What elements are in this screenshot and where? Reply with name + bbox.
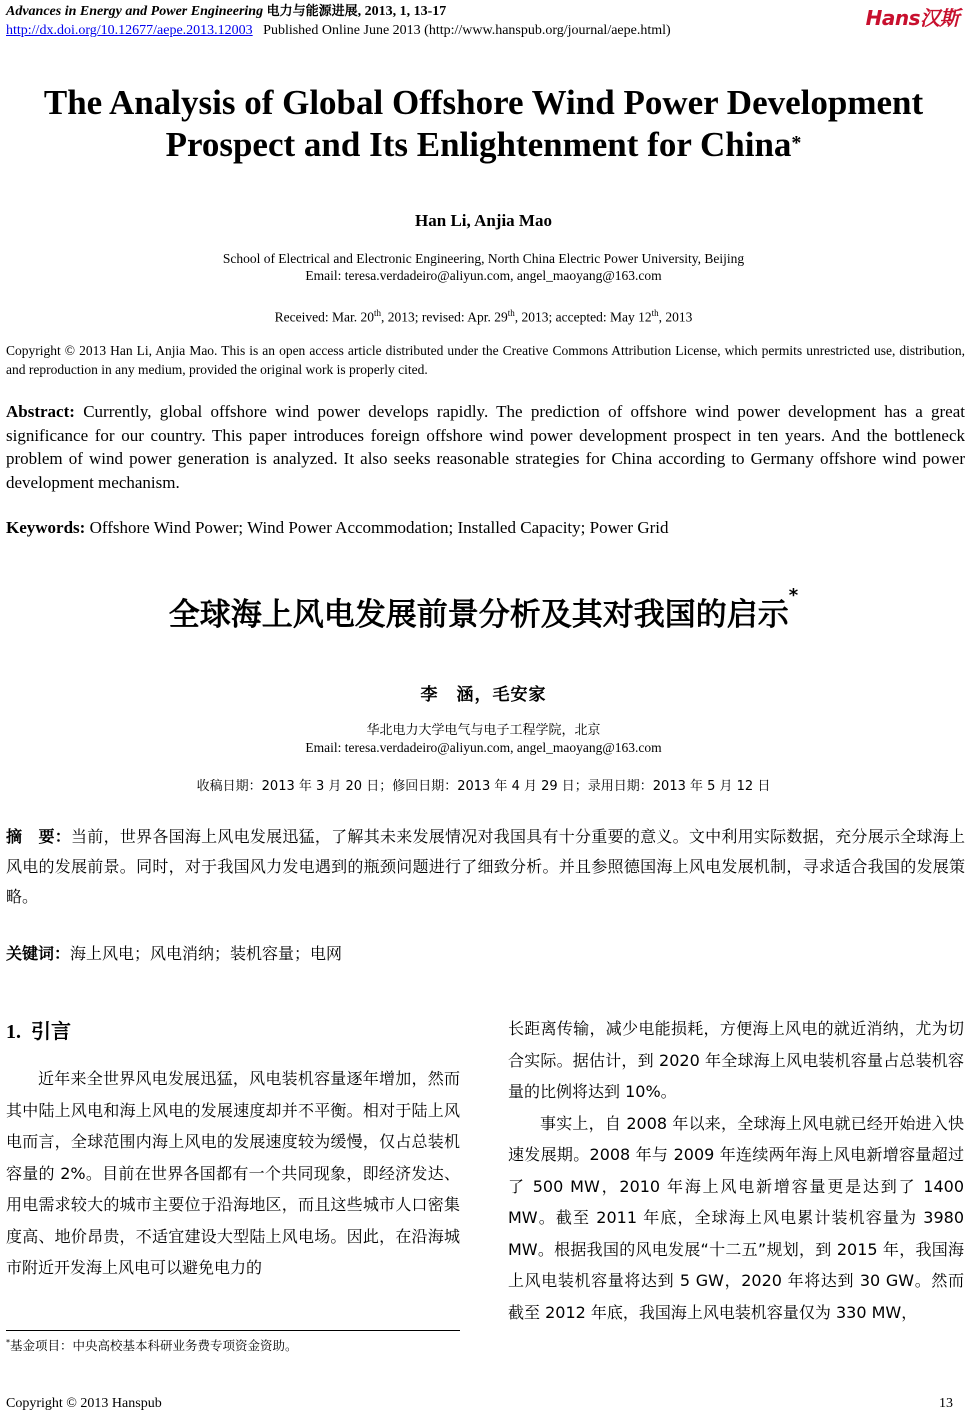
title-cn-footnote-mark: * [788, 585, 799, 606]
affiliation-en-text: School of Electrical and Electronic Engineering, North China Electric Power University, Beijing [222, 251, 745, 266]
abstract-label: Abstract: [6, 402, 75, 421]
published-online: Published Online June 2013 (http://www.hanspub.org/journal/aepe.html) [263, 23, 671, 38]
footer-copyright: Copyright © 2013 Hanspub [6, 1396, 162, 1411]
ordinal-suffix: th [651, 308, 659, 318]
received-date: Received: Mar. 20 [274, 309, 374, 325]
abstract-en [6, 400, 965, 494]
keywords-label: Keywords: [6, 518, 86, 537]
section-title: 引言 [31, 1019, 71, 1043]
ordinal-suffix: th [373, 308, 381, 318]
section-number: 1. [6, 1021, 21, 1043]
body-column-right [508, 1013, 964, 1328]
abstract-cn-text: 当前，世界各国海上风电发展迅猛，了解其未来发展情况对我国具有十分重要的意义。文中利用实际数据，充分展示全球海上风电的发展前景。同时，对于我国风力发电遇到的瓶颈问题进行了细致分析。并且参照德国海上风电发展机制，寻求适合我国的发展策略。 [6, 827, 965, 906]
title-en-text: The Analysis of Global Offshore Wind Power Development Prospect and Its Enlightenment for China [43, 83, 924, 164]
keywords-cn [6, 939, 965, 969]
authors-cn: 李 涵，毛安家 [420, 685, 547, 705]
body-paragraph: 近年来全世界风电发展迅猛，风电装机容量逐年增加，然而其中陆上风电和海上风电的发展速度却并不平衡。相对于陆上风电而言，全球范围内海上风电的发展速度较为缓慢，仅占总装机容量的 2%。目前在世界各国都有一个共同现象，即经济发达、用电需求较大的城市主要位于沿海地区，而且这些城市人口密集度高、地价昂贵，不适宜建设大型陆上风电场。因此，在沿海城市附近开发海上风电可以避免电力的 [6, 1069, 460, 1277]
title-cn-text: 全球海上风电发展前景分析及其对我国的启示 [168, 597, 789, 633]
revised-date: , 2013; revised: Apr. 29 [381, 309, 508, 325]
authors-en: Han Li, Anjia Mao [415, 211, 552, 230]
body-paragraph: 长距离传输，减少电能损耗，方便海上风电的就近消纳，尤为切合实际。据估计，到 2020 年全球海上风电装机容量占总装机容量的比例将达到 10%。 [508, 1019, 964, 1101]
keywords-cn-label: 关键词： [6, 944, 71, 963]
accepted-year: , 2013 [658, 309, 693, 325]
copyright-notice: Copyright © 2013 Han Li, Anjia Mao. This is an open access article distributed under the Creative Commons Attribution License, which permits unrestricted use, distribution, and reproduction in any medium, provided the original work is properly cited. [6, 343, 965, 377]
journal-name-cn: 电力与能源进展 [266, 4, 358, 19]
received-dates [0, 305, 967, 326]
journal-issue: , 2013, 1, 13-17 [357, 4, 447, 19]
keywords-cn-text: 海上风电；风电消纳；装机容量；电网 [70, 944, 343, 963]
footnote [6, 1336, 298, 1354]
keywords-text: Offshore Wind Power; Wind Power Accommodation; Installed Capacity; Power Grid [85, 518, 669, 537]
email-en: Email: teresa.verdadeiro@aliyun.com, angel_maoyang@163.com [305, 268, 662, 283]
doi-link[interactable]: http://dx.doi.org/10.12677/aepe.2013.12003 [6, 23, 253, 38]
affiliation-cn [0, 722, 967, 756]
footnote-divider [6, 1330, 460, 1331]
paper-title-cn [0, 585, 967, 634]
body-paragraph: 事实上，自 2008 年以来，全球海上风电就已经开始进入快速发展期。2008 年与 2009 年连续两年海上风电新增容量超过了 500 MW，2010 年海上风电新增容量更是达到了 1400 MW。截至 2011 年底，全球海上风电累计装机容量为 3980 MW。根据我国的风电发展“十二五”规划，到 2015 年，我国海上风电装机容量将达到 5 GW，2020 年将达到 30 GW。然而截至 2012 年底，我国海上风电装机容量仅为 330 MW， [508, 1113, 964, 1322]
abstract-text: Currently, global offshore wind power develops rapidly. The prediction of offshore wind power development has a great significance for our country. This paper introduces foreign offshore wind power development prospect in ten years. And the bottleneck problem of wind power generation is analyzed. It also seeks reasonable strategies for China according to Germany offshore wind power development mechanism. [6, 402, 965, 492]
abstract-cn [6, 822, 965, 912]
journal-line [6, 2, 671, 21]
page-number: 13 [939, 1396, 953, 1411]
footnote-mark: * [6, 1337, 10, 1347]
keywords-en [6, 516, 965, 540]
section-heading [6, 1015, 71, 1044]
body-column-left [6, 1063, 460, 1284]
paper-title-en [0, 82, 967, 166]
footnote-text: 基金项目：中央高校基本科研业务费专项资金资助。 [10, 1338, 298, 1353]
running-header [6, 2, 671, 40]
ordinal-suffix: th [507, 308, 515, 318]
abstract-cn-label: 摘 要： [6, 827, 72, 846]
email-cn: Email: teresa.verdadeiro@aliyun.com, angel_maoyang@163.com [305, 740, 662, 755]
affiliation-cn-text: 华北电力大学电气与电子工程学院，北京 [366, 723, 601, 738]
journal-name-en: Advances in Energy and Power Engineering [6, 4, 264, 19]
title-footnote-mark: * [791, 132, 802, 154]
dates-cn: 收稿日期：2013 年 3 月 20 日；修回日期：2013 年 4 月 29 日；录用日期：2013 年 5 月 12 日 [196, 779, 771, 794]
publisher-logo: Hans汉斯 [865, 6, 959, 30]
doi-line [6, 21, 671, 40]
accepted-date: , 2013; accepted: May 12 [514, 309, 652, 325]
affiliation-en [0, 250, 967, 284]
